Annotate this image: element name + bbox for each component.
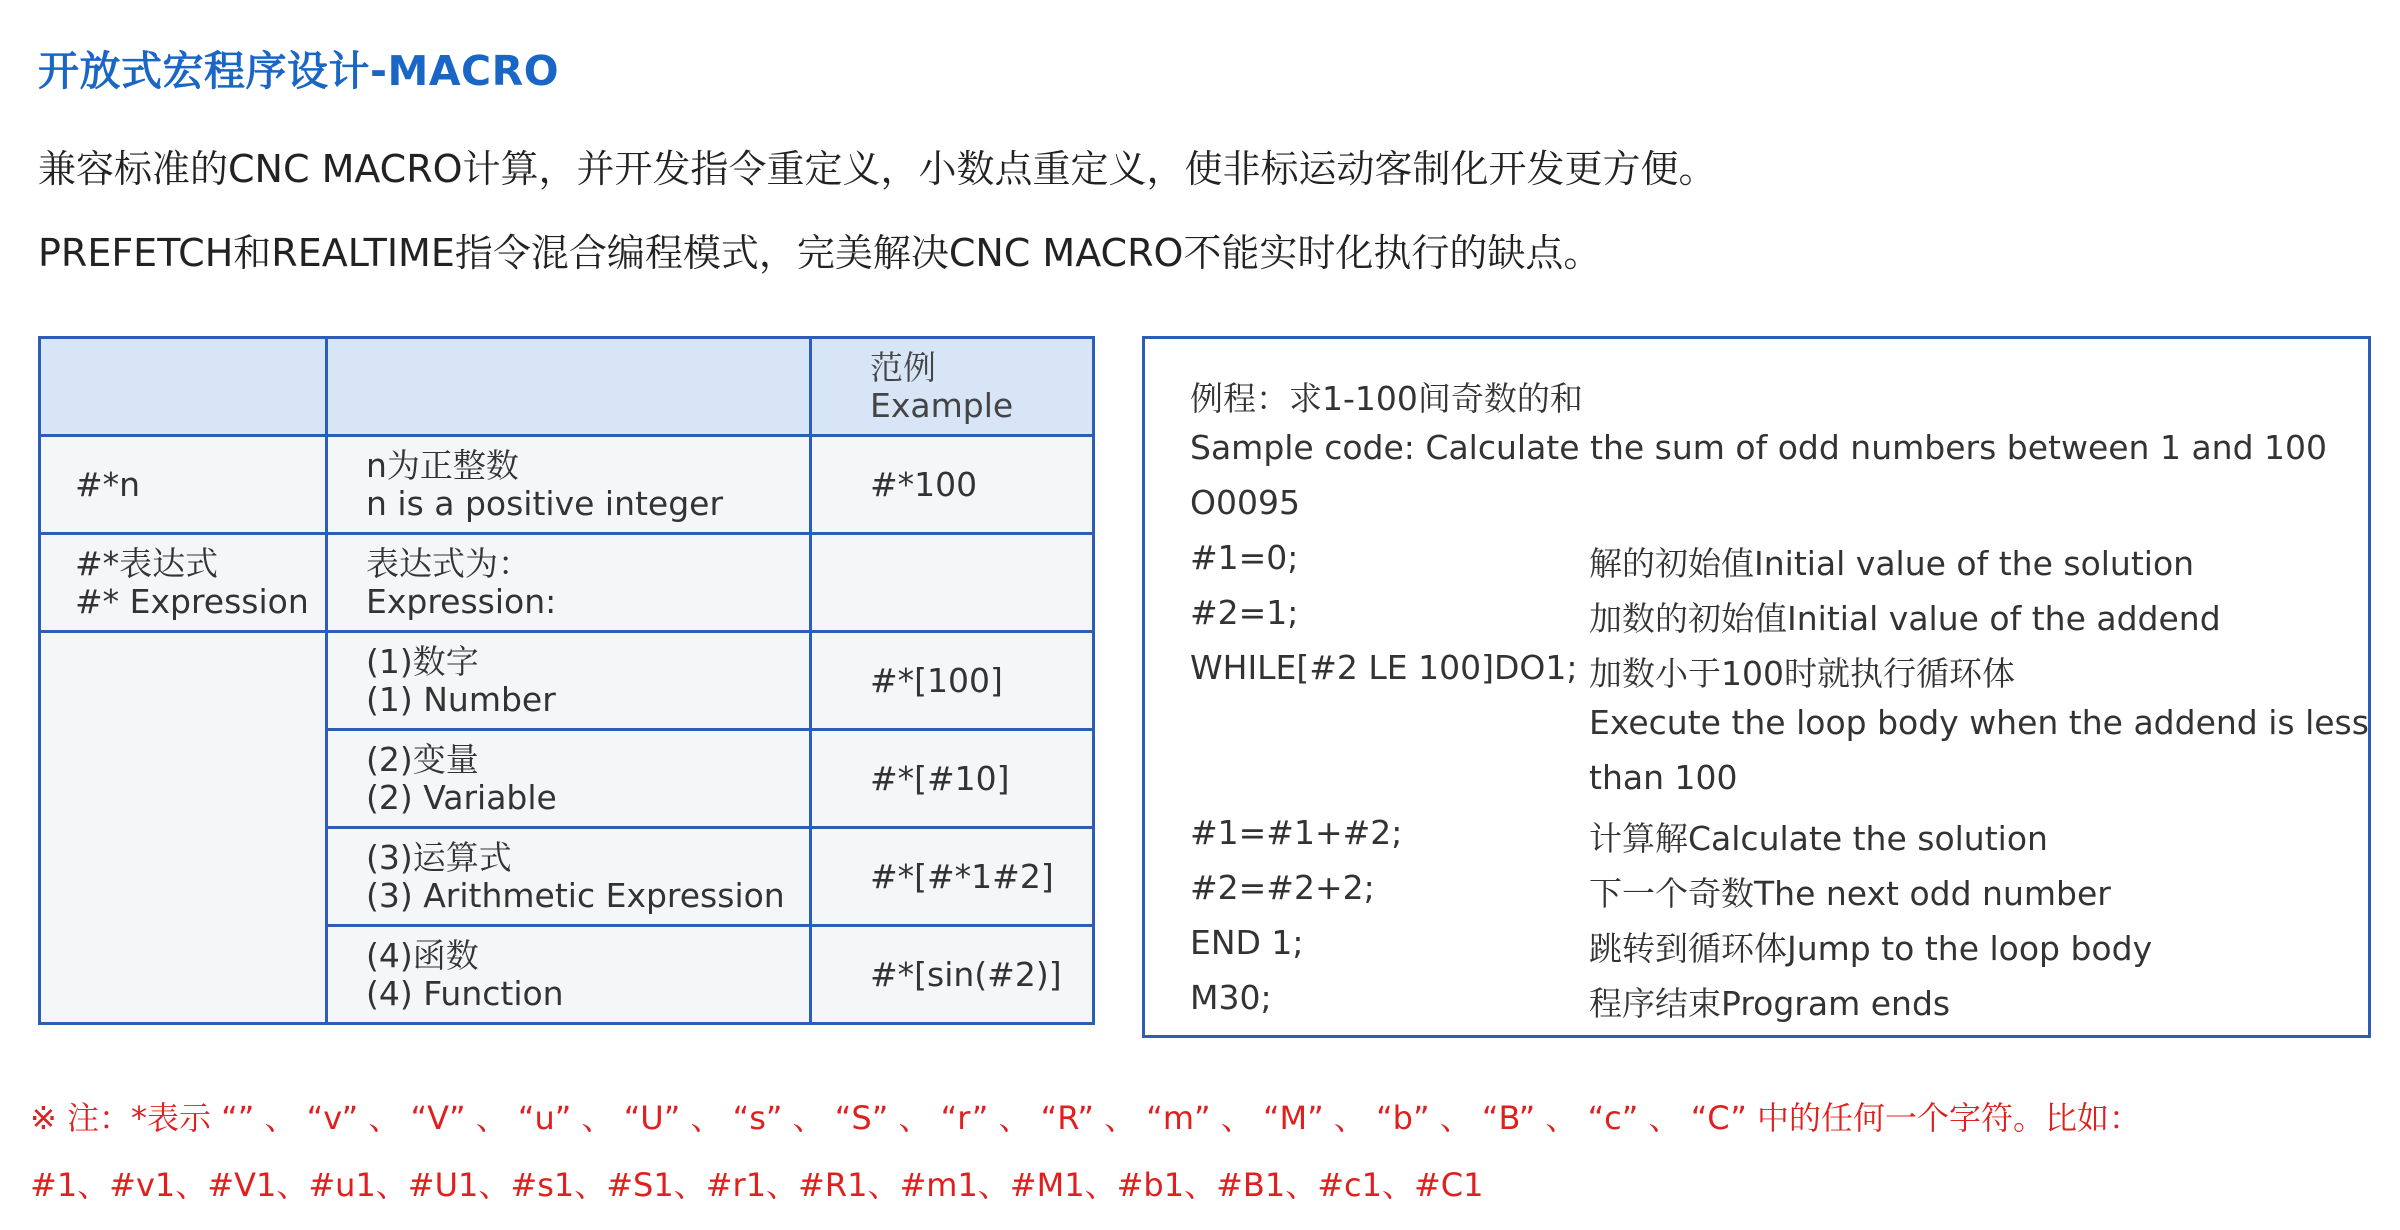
program-number: O0095	[1190, 483, 1300, 522]
code-command: #2=1;	[1190, 593, 1299, 632]
table-row	[40, 436, 1094, 534]
code-comment: 解的初始值Initial value of the solution	[1589, 544, 2195, 583]
description-cn: 表达式为：	[366, 543, 531, 583]
code-heading-cn: 例程：求1-100间奇数的和	[1190, 379, 1583, 418]
code-comment: Execute the loop body when the addend is less	[1589, 703, 2369, 742]
code-comment: than 100	[1589, 758, 1738, 797]
description-en: (4) Function	[366, 973, 564, 1013]
example-cell: #*[100]	[811, 632, 1094, 730]
syntax-table	[38, 336, 1095, 1025]
header-example-cn: 范例	[870, 347, 936, 387]
description-cell	[327, 534, 811, 632]
syntax-text: #*n	[75, 464, 141, 504]
syntax-cell	[40, 534, 327, 632]
syntax-cell	[40, 436, 327, 534]
description-cell	[327, 926, 811, 1024]
code-comment: 下一个奇数The next odd number	[1589, 874, 2111, 913]
intro-line-2: PREFETCH和REALTIME指令混合编程模式，完美解决CNC MACRO不能实时化执行的缺点。	[38, 231, 1602, 275]
description-cn: (1)数字	[366, 641, 479, 681]
description-en: (1) Number	[366, 679, 556, 719]
code-comment: 加数小于100时就执行循环体	[1589, 654, 2015, 693]
example-cell: #*[sin(#2)]	[811, 926, 1094, 1024]
example-cell: #*100	[811, 436, 1094, 534]
description-cn: (2)变量	[366, 739, 479, 779]
description-en: (2) Variable	[366, 777, 557, 817]
syntax-text-en: #* Expression	[75, 581, 309, 621]
code-comment: 加数的初始值Initial value of the addend	[1589, 599, 2221, 638]
code-command: END 1;	[1190, 923, 1304, 962]
header-cell-1	[40, 338, 327, 436]
description-cell	[327, 632, 811, 730]
code-comment: 计算解Calculate the solution	[1589, 819, 2048, 858]
code-comment: 程序结束Program ends	[1589, 984, 1951, 1023]
code-command: #1=#1+#2;	[1190, 813, 1403, 852]
footnote-line-2: #1、#v1、#V1、#u1、#U1、#s1、#S1、#r1、#R1、#m1、#M1、#b1、#B1、#c1、#C1	[30, 1166, 1484, 1204]
example-cell: #*[#10]	[811, 730, 1094, 828]
footnote-line-1: ※ 注：*表示 “” 、 “v” 、 “V” 、 “u” 、 “U” 、 “s” 、 “S” 、 “r” 、 “R” 、 “m” 、 “M” 、 “b” 、 “B” 、 “c” 、 “C” 中的任何一个字符。比如：	[30, 1099, 2141, 1137]
example-cell: #*[#*1#2]	[811, 828, 1094, 926]
description-cn: (4)函数	[366, 935, 479, 975]
intro-line-1: 兼容标准的CNC MACRO计算，并开发指令重定义，小数点重定义，使非标运动客制化开发更方便。	[38, 147, 1717, 191]
description-en: Expression:	[366, 581, 557, 621]
code-command: M30;	[1190, 978, 1272, 1017]
table-row	[40, 632, 1094, 730]
code-comment: 跳转到循环体Jump to the loop body	[1589, 929, 2153, 968]
description-cell	[327, 436, 811, 534]
description-cell	[327, 730, 811, 828]
code-command: #2=#2+2;	[1190, 868, 1375, 907]
syntax-text-cn: #*表达式	[75, 543, 219, 583]
code-command: #1=0;	[1190, 538, 1299, 577]
description-cell	[327, 828, 811, 926]
table-row	[40, 534, 1094, 632]
description-en: (3) Arithmetic Expression	[366, 875, 785, 915]
table-header-row	[40, 338, 1094, 436]
page-title: 开放式宏程序设计-MACRO	[38, 47, 560, 95]
code-heading-en: Sample code: Calculate the sum of odd numbers between 1 and 100	[1190, 428, 2328, 467]
header-cell-example	[811, 338, 1094, 436]
description-cn: (3)运算式	[366, 837, 512, 877]
sample-code-box	[1142, 336, 2371, 1038]
description-en: n is a positive integer	[366, 483, 724, 523]
description-cn: n为正整数	[366, 445, 519, 485]
syntax-cell-merged	[40, 632, 327, 1024]
code-command: WHILE[#2 LE 100]DO1;	[1190, 648, 1578, 687]
header-cell-2	[327, 338, 811, 436]
header-example-en: Example	[870, 385, 1014, 425]
example-cell	[811, 534, 1094, 632]
